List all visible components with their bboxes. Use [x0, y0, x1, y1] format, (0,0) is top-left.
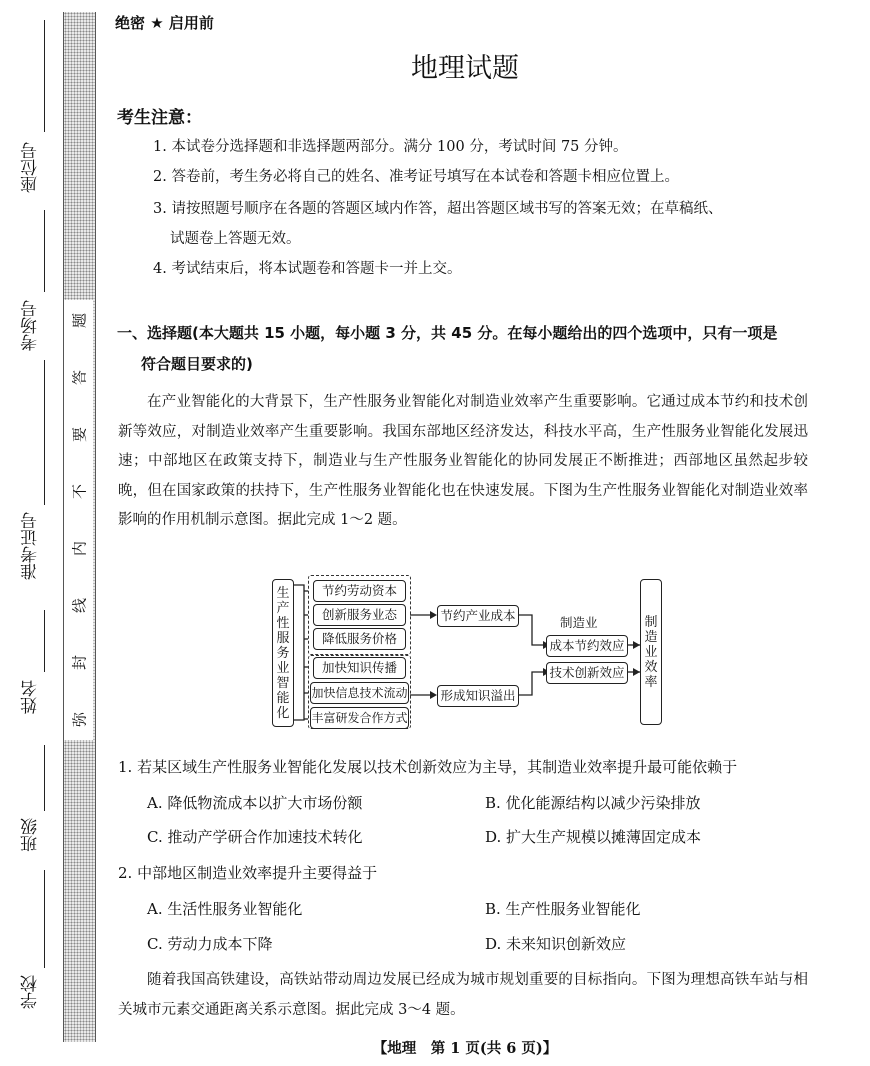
admission-number-label: 准考证号 — [21, 512, 41, 580]
arrowhead — [430, 611, 437, 619]
notice-item-3: 3. 请按照题号顺序在各题的答题区域内作答，超出答题区域书写的答案无效；在草稿纸、 — [153, 201, 723, 217]
section-heading — [117, 318, 817, 380]
school-line — [44, 870, 45, 968]
arrow-to-tech-effect — [518, 672, 545, 695]
seal-char: 封 — [70, 655, 88, 671]
group2-item: 丰富研发合作方式 — [310, 707, 409, 729]
group1-item: 创新服务业态 — [313, 604, 406, 626]
seat-number-label: 座位号 — [21, 142, 41, 193]
question-1-option-c: C. 推动产学研合作加速技术转化 — [147, 828, 363, 846]
passage-1: 在产业智能化的大背景下，生产性服务业智能化对制造业效率产生重要影响。它通过成本节约和技术创新等效应，对制造业效率产生重要影响。我国东部地区经济发达，科技水平高，生产性服务业智能化发展迅速；中部地区在政策支持下，制造业与生产性服务业智能化的协同发展正不断推进；西部地区虽然起步较晚，但在国家政策的扶持下，生产性服务业智能化也在快速发展。下图为生产性服务业智能化对制造业效率影响的作用机制示意图。据此完成 1～2 题。 — [118, 394, 808, 528]
exam-room-label: 考场号 — [21, 300, 41, 351]
admission-number-line — [44, 360, 45, 505]
arrowhead — [633, 668, 640, 676]
notice-item-3-continuation: 试题卷上答题无效。 — [170, 231, 301, 247]
binding-margin — [0, 0, 62, 1066]
mechanism-diagram — [270, 575, 765, 730]
question-2-option-c: C. 劳动力成本下降 — [147, 935, 273, 953]
seal-char: 内 — [70, 541, 88, 557]
question-2-option-d: D. 未来知识创新效应 — [485, 935, 627, 953]
seal-char: 答 — [70, 370, 88, 386]
name-line — [44, 610, 45, 672]
name-label: 姓名 — [21, 680, 41, 714]
secret-label: 绝密 ★ 启用前 — [115, 14, 214, 32]
group2-item: 加快信息技术流动 — [310, 682, 409, 704]
notice-item-3-cont — [153, 228, 813, 250]
class-line — [44, 745, 45, 811]
smart-service-box: 生产性服务业智能化 — [272, 579, 294, 727]
group2-item: 加快知识传播 — [313, 657, 406, 679]
section-heading-line2: 符合题目要求的) — [141, 355, 253, 373]
page-title: 地理试题 — [411, 53, 519, 84]
question-1-option-d: D. 扩大生产规模以摊薄固定成本 — [485, 828, 702, 846]
notice-item-2: 2. 答卷前，考生务必将自己的姓名、准考证号填写在本试卷和答题卡相应位置上。 — [153, 169, 679, 185]
passage-2: 随着我国高铁建设，高铁站带动周边发展已经成为城市规划重要的目标指向。下图为理想高铁车站与相关城市元素交通距离关系示意图。据此完成 3～4 题。 — [118, 972, 808, 1018]
page-footer: 【地理 第 1 页(共 6 页)】 — [372, 1040, 558, 1057]
knowledge-spill-box: 形成知识溢出 — [437, 685, 519, 707]
arrow-to-cost-effect — [518, 615, 545, 645]
arrowhead — [430, 691, 437, 699]
seat-number-line — [44, 20, 45, 132]
section-heading-line1: 一、选择题(本大题共 15 小题，每小题 3 分，共 45 分。在每小题给出的四个选项中，只有一项是 — [117, 324, 778, 342]
question-1-option-a: A. 降低物流成本以扩大市场份额 — [147, 794, 363, 812]
group1-item: 节约劳动资本 — [313, 580, 406, 602]
group1-item: 降低服务价格 — [313, 628, 406, 650]
tech-effect-box: 技术创新效应 — [546, 662, 628, 684]
cost-effect-box: 成本节约效应 — [546, 635, 628, 657]
efficiency-box: 制造业效率 — [640, 579, 662, 725]
class-label: 班级 — [21, 818, 41, 852]
exam-room-line — [44, 210, 45, 292]
seal-char: 要 — [70, 427, 88, 443]
seal-char: 线 — [70, 598, 88, 614]
left-bracket — [294, 585, 304, 720]
question-2-stem: 2. 中部地区制造业效率提升主要得益于 — [118, 864, 378, 882]
arrowhead — [633, 641, 640, 649]
notice-item-1: 1. 本试卷分选择题和非选择题两部分。满分 100 分，考试时间 75 分钟。 — [153, 139, 628, 155]
question-1-option-b: B. 优化能源结构以减少污染排放 — [485, 794, 701, 812]
seal-char: 弥 — [70, 712, 88, 728]
save-cost-box: 节约产业成本 — [437, 605, 519, 627]
manufacturing-label: 制造业 — [560, 615, 598, 630]
school-label: 学校 — [21, 975, 41, 1009]
question-2-option-b: B. 生产性服务业智能化 — [485, 900, 641, 918]
seal-char: 不 — [70, 484, 88, 500]
question-2-option-a: A. 生活性服务业智能化 — [147, 900, 303, 918]
seal-char: 题 — [70, 313, 88, 329]
notice-item-4: 4. 考试结束后，将本试题卷和答题卡一并上交。 — [153, 261, 462, 277]
notice-heading: 考生注意： — [117, 108, 202, 128]
seal-notice — [64, 300, 93, 740]
question-1-stem: 1. 若某区域生产性服务业智能化发展以技术创新效应为主导，其制造业效率提升最可能依赖于 — [118, 758, 738, 776]
